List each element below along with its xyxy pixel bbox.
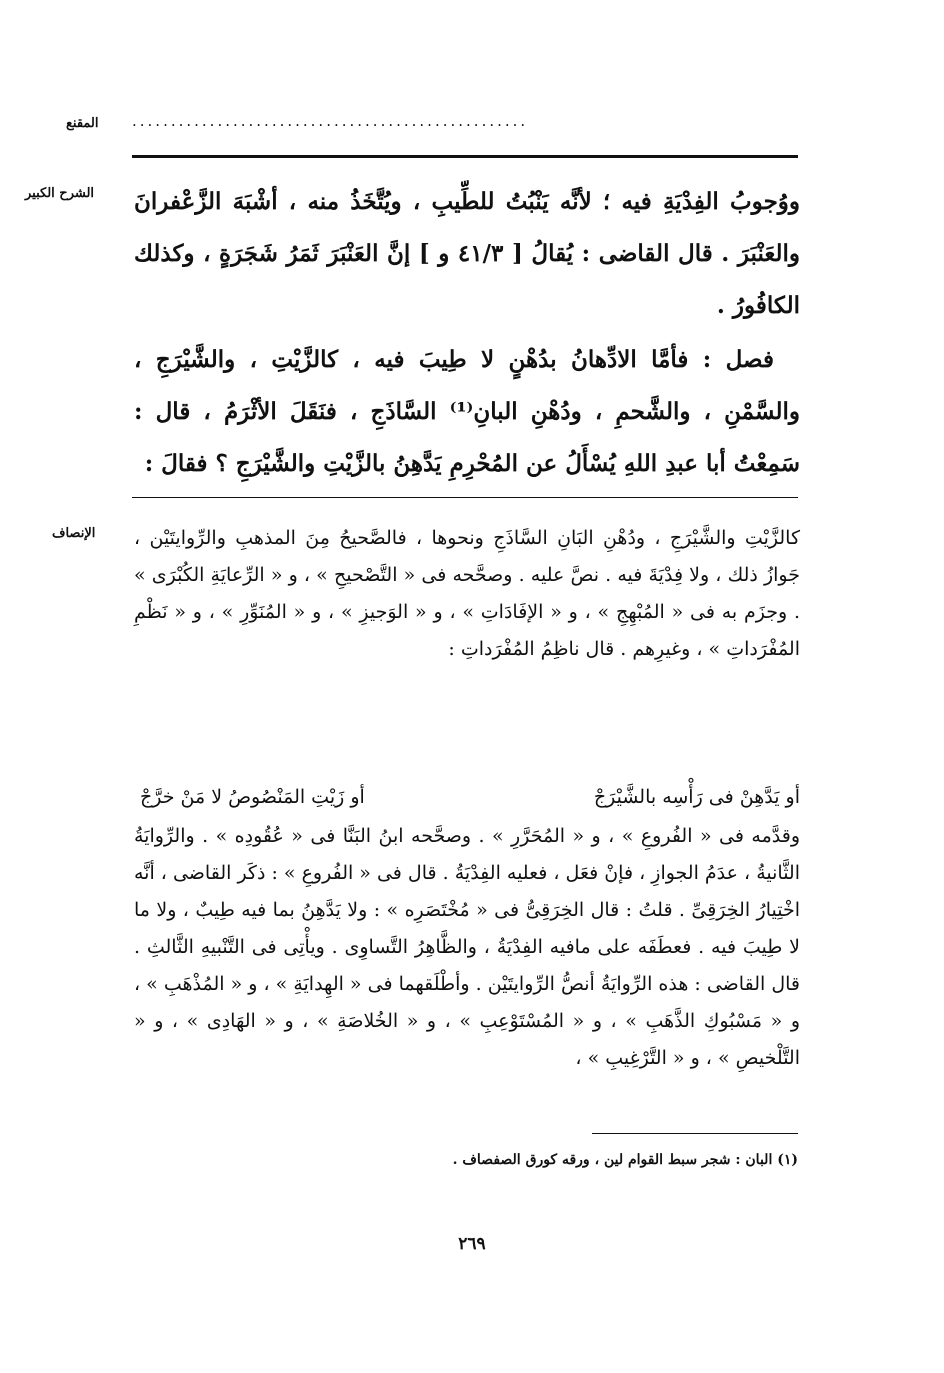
page-number: ٢٦٩	[458, 1234, 486, 1254]
section-divider	[132, 497, 798, 498]
insaf-text-1: كالزَّيْتِ والشَّيْرَجِ ، ودُهْنِ البَانِ السَّاذَجِ ونحوها ، فالصَّحيحُ مِنَ المذهبِ والرِّوايتَيْن ، جَوازُ ذلك ، ولا فِدْيَةَ فيه . نصَّ عليه . وصحَّحه فى « التَّصْحيحِ » ، و « الرِّعايَةِ الكُبْرَى » . وجزَم به فى « المُبْهِجِ » ، و « الإفَادَاتِ » ، و « الوَجيزِ » ، و « المُنَوِّرِ » ، و « نَظْمِ المُفْرَداتِ » ، وغيرِهم . قال ناظِمُ المُفْرَداتِ :	[134, 527, 800, 660]
header-dotted-leader: ...................................................	[132, 112, 529, 130]
verse-second-hemistich: أو زَيْتِ المَنْصُوصُ لا مَنْ خرَّجْ	[140, 786, 365, 808]
footnote: (١) البان : شجر سبط القوام لين ، ورقه كورق الصفصاف .	[452, 1152, 798, 1168]
sharh-text-1: ووُجوبُ الفِدْيَةِ فيه ؛ لأنَّه يَنْبُتُ للطِّيبِ ، ويُتَّخَذُ منه ، أشْبَهَ الزَّعْفرانَ والعَنْبَرَ . قال القاضى : يُقالُ [ ٤١/٣ و ] إنَّ العَنْبَرَ ثَمَرُ شَجَرَةٍ ، وكذلك الكافُورُ .	[134, 188, 800, 319]
insaf-text-2: وقدَّمه فى « الفُروعِ » ، و « المُحَرَّرِ » . وصحَّحه ابنُ البَنَّا فى « عُقُودِه » . والرِّوايَةُ الثَّانيةُ ، عدَمُ الجوازِ ، فإنْ فعَل ، فعليه الفِدْيَةُ . قال فى « الفُروعِ » : ذكَر القاضى ، أنَّه اخْتِيارُ الخِرَقِىِّ . قلتُ : قال الخِرَقِىُّ فى « مُخْتَصَرِه » : ولا يَدَّهِنُ بما فيه طِيبٌ ، ولا ما لا طِيبَ فيه . فعطَفَه على مافيه الفِدْيَةُ ، والظَّاهِرُ التَّساوِى . ويأْتِى فى التَّنْبيهِ الثَّالثِ . قال القاضى : هذه الرِّوايَةُ أنصُّ الرِّوايتَيْن . وأطْلَقهما فى « الهِدايَةِ » ، و « المُذْهَبِ » ، و « مَسْبُوكِ الذَّهَبِ » ، و « المُسْتَوْعِبِ » ، و « الخُلاصَةِ » ، و « الهَادِى » ، و « التَّلْخيصِ » ، و « التَّرْغِيبِ » ،	[134, 825, 800, 1069]
side-label-insaf: الإنصاف	[52, 526, 96, 541]
verse-first-hemistich: أو يَدَّهِنْ فى رَأْسِه بالشَّيْرَجْ	[593, 786, 800, 808]
sharh-text-2: فأمَّا الادِّهانُ بدُهْنٍ لا طِيبَ فيه ، كالزَّيْتِ ، والشَّيْرَجِ ، والسَّمْنِ ، والشَّحمِ ، ودُهْنِ البانِ⁽¹⁾ السَّاذَجِ ، فنَقَلَ الأثْرَمُ ، قال : سَمِعْتُ أبا عبدِ اللهِ يُسْأَلُ عن المُحْرِمِ يَدَّهِنُ بالزَّيْتِ والشَّيْرَجِ ؟ فقالَ :	[134, 346, 800, 477]
insaf-paragraph-1	[134, 520, 800, 668]
sharh-fasl-paragraph	[134, 334, 800, 490]
side-label-sharh: الشرح الكبير	[25, 186, 95, 201]
sharh-paragraph-2	[134, 334, 800, 490]
sharh-paragraph-1	[134, 176, 800, 332]
header-rule	[132, 155, 798, 158]
footnote-rule	[592, 1133, 798, 1134]
running-header-title: المقنع	[66, 116, 99, 131]
fasl-heading: فصل :	[702, 346, 774, 373]
poetry-verse	[134, 779, 800, 816]
insaf-paragraph-2	[134, 818, 800, 1077]
